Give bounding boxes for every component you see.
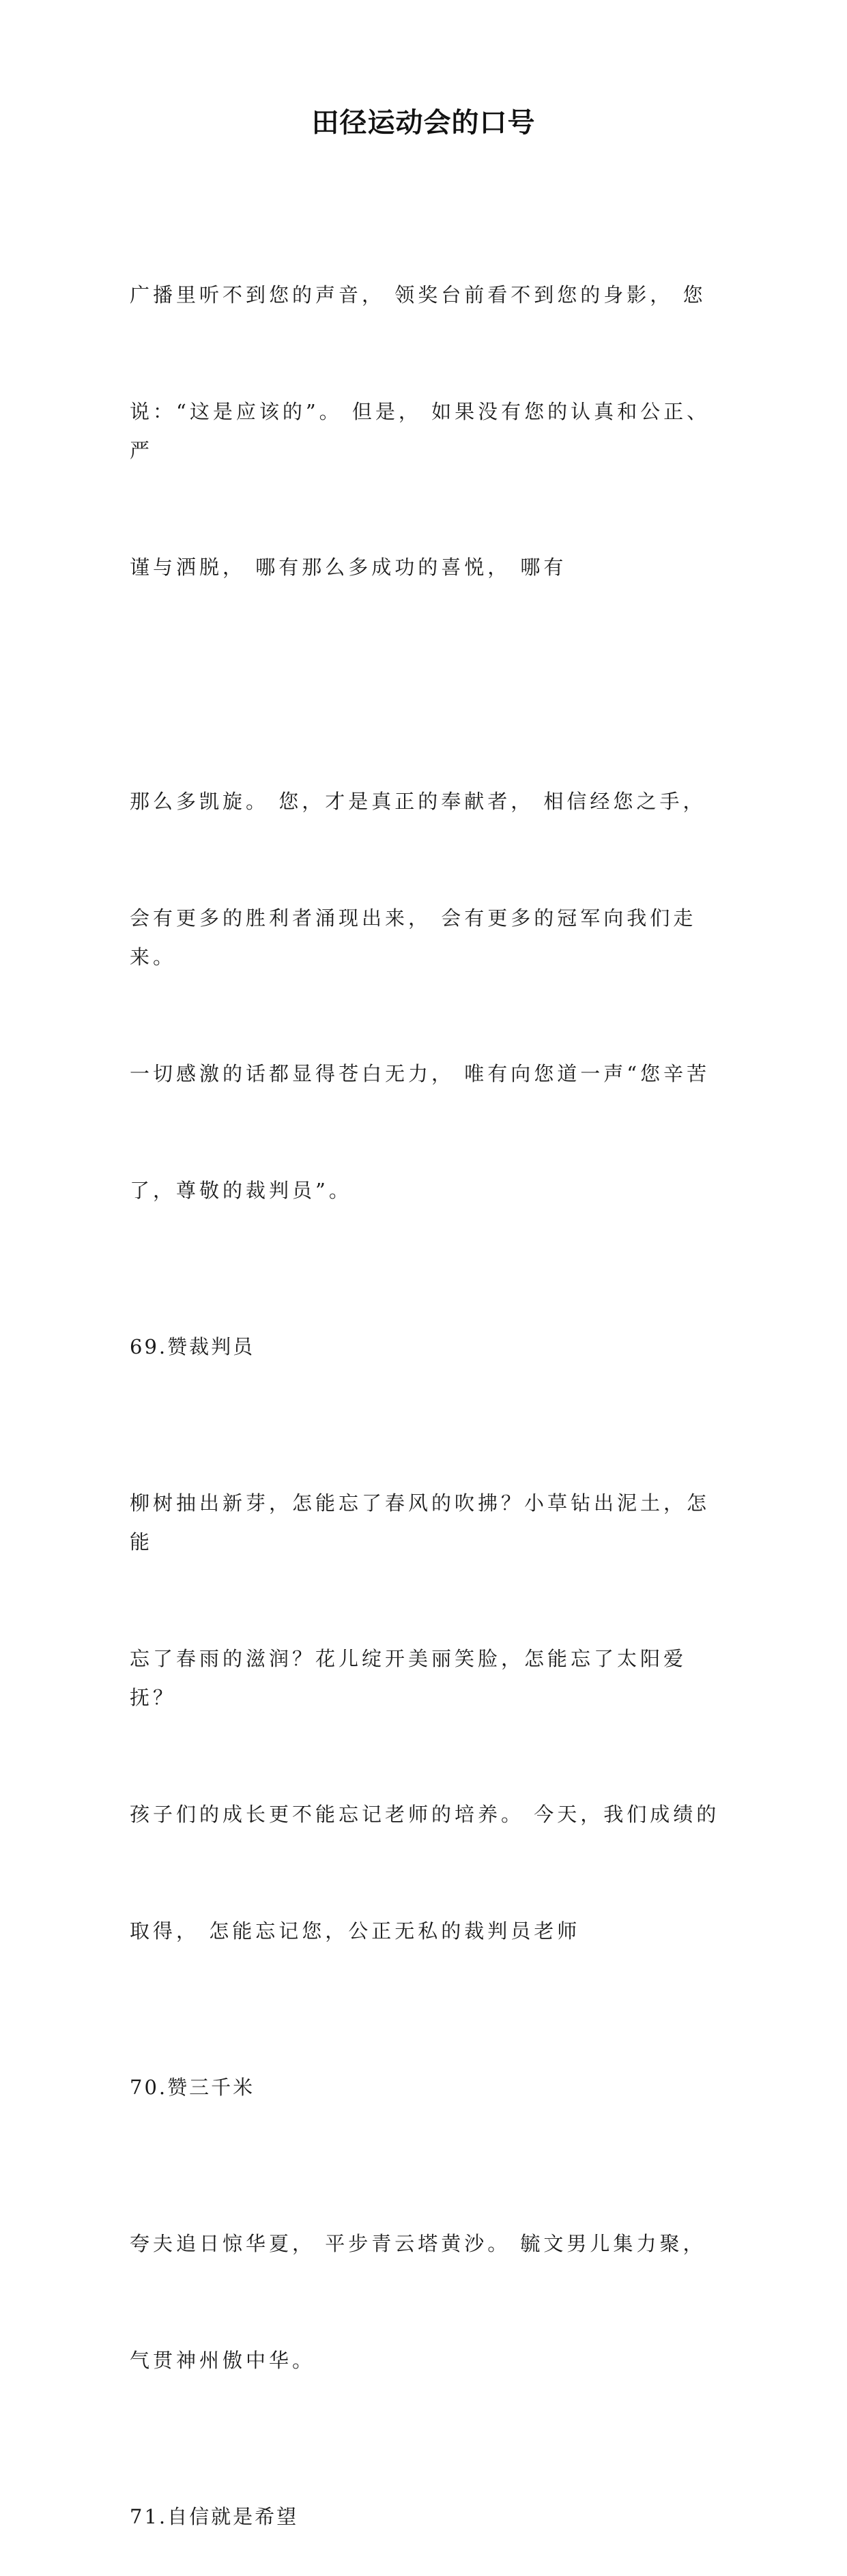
text-line: 那么多凯旋。 您，才是真正的奉献者， 相信经您之手， xyxy=(130,790,706,813)
section-heading-71: 71.自信就是希望 xyxy=(130,2505,299,2528)
text-line: 了，尊敬的裁判员”。 xyxy=(130,1179,352,1202)
text-line: 一切感激的话都显得苍白无力， 唯有向您道一声“您辛苦 xyxy=(130,1062,710,1085)
document-body xyxy=(130,198,730,2576)
text-line: 忘了春雨的滋润？花儿绽开美丽笑脸，怎能忘了太阳爱抚？ xyxy=(130,1647,687,1709)
section-heading-70: 70.赞三千米 xyxy=(130,2076,255,2099)
text-line: 取得， 怎能忘记您，公正无私的裁判员老师 xyxy=(130,1919,581,1943)
text-line: 柳树抽出新芽，怎能忘了春风的吹拂？小草钻出泥土，怎能 xyxy=(130,1491,710,1554)
paragraph-referee-praise xyxy=(130,1406,730,2029)
document-title: 田径运动会的口号 xyxy=(311,107,536,139)
text-line: 谨与洒脱， 哪有那么多成功的喜悦， 哪有 xyxy=(130,556,567,579)
text-line: 孩子们的成长更不能忘记老师的培养。 今天，我们成绩的 xyxy=(130,1803,720,1826)
paragraph-dedication xyxy=(130,704,730,1288)
text-line: 气贯神州傲中华。 xyxy=(130,2349,316,2372)
text-line: 广播里听不到您的声音， 领奖台前看不到您的身影， 您 xyxy=(130,283,706,306)
text-line: 说：“这是应该的”。 但是， 如果没有您的认真和公正、严 xyxy=(130,400,710,462)
paragraph-broadcast xyxy=(130,198,730,665)
section-heading-69: 69.赞裁判员 xyxy=(130,1335,255,1358)
text-line: 夸夫追日惊华夏， 平步青云塔黄沙。 毓文男儿集力聚， xyxy=(130,2232,706,2255)
text-line: 会有更多的胜利者涌现出来， 会有更多的冠军向我们走来。 xyxy=(130,906,697,969)
paragraph-3000m-poem xyxy=(130,2147,730,2458)
